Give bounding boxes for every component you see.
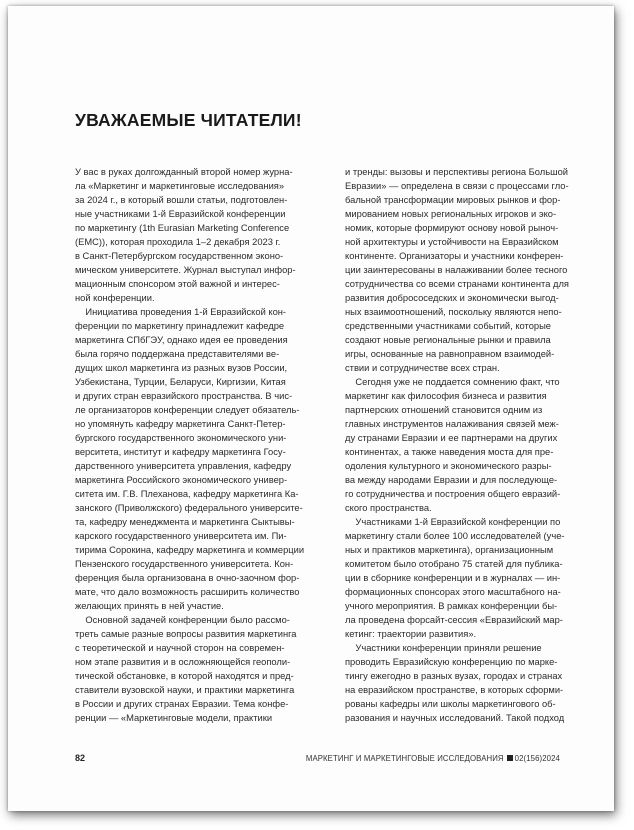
- text-line: маркетинга Российского экономического универ-: [75, 475, 288, 485]
- text-line: разования и научных исследований. Такой подход: [345, 713, 565, 723]
- text-line: кетинг: траектории развития».: [345, 629, 477, 639]
- text-line: и других стран евразийского пространства. В чис-: [75, 391, 293, 401]
- text-line: ном этапе развития и в осложняющейся геополи-: [75, 657, 291, 667]
- text-line: ных взаимоотношений, поскольку являются непо-: [345, 307, 562, 317]
- text-line: ского пространства.: [345, 503, 432, 513]
- magazine-page: [8, 6, 614, 811]
- article-column-right: [345, 165, 584, 725]
- text-line: сотрудничества со всеми странами континента для: [345, 279, 569, 289]
- text-line: Участники конференции приняли решение: [345, 643, 542, 653]
- text-line: партнерских отношений становится одним из: [345, 405, 543, 415]
- text-line: ла «Маркетинг и маркетинговые исследования»: [75, 181, 285, 191]
- text-line: Евразии» — определена в связи с процессами гло-: [345, 181, 569, 191]
- text-line: Основной задачей конференции было рассмо-: [75, 615, 290, 625]
- text-line: маркетинга СПбГЭУ, однако идея ее проведения: [75, 335, 288, 345]
- text-line: треть самые разные вопросы развития маркетинга: [75, 629, 297, 639]
- text-line: ных и практиков маркетинга), организационным: [345, 545, 554, 555]
- text-line: номик, которые формируют основу новой рыноч-: [345, 223, 559, 233]
- text-line: формационных спонсорах этого масштабного на-: [345, 587, 561, 597]
- text-line: желающих принять в ней участие.: [75, 601, 224, 611]
- text-line: в России и других странах Евразии. Тема конфе-: [75, 699, 289, 709]
- text-line: ференция была организована в очно-заочном фор-: [75, 573, 300, 583]
- text-line: одоления культурного и экономического разры-: [345, 461, 552, 471]
- square-bullet-icon: [507, 755, 513, 761]
- text-line: бургского государственного экономического уни-: [75, 433, 287, 443]
- text-line: средственными участниками событий, которые: [345, 321, 552, 331]
- text-line: была горячо поддержана представителями ве-: [75, 349, 280, 359]
- text-line: ду странами Евразии и ее партнерами на других: [345, 433, 558, 443]
- text-line: учного мероприятия. В рамках конференции бы-: [345, 601, 558, 611]
- text-line: континентах, а также наведения моста для пре-: [345, 447, 554, 457]
- text-line: ции в сборнике конференции и в журналах — ин-: [345, 573, 561, 583]
- text-line: но упомянуть кафедру маркетинга Санкт-Петер-: [75, 419, 286, 429]
- text-line: тической обстановке, в которой находятся и пред-: [75, 671, 294, 681]
- text-line: Инициатива проведения 1-й Евразийской кон-: [75, 307, 287, 317]
- text-line: карского государственного университета им. Пи-: [75, 531, 287, 541]
- text-line: ва между народами Евразии и для последующе-: [345, 475, 558, 485]
- text-line: ной конференции.: [75, 293, 155, 303]
- text-line: ные участниками 1-й Евразийской конференции: [75, 209, 286, 219]
- text-line: ции заинтересованы в налаживании более тесного: [345, 265, 568, 275]
- text-line: развития добрососедских и экономически выгод-: [345, 293, 559, 303]
- text-line: маркетингу стали более 100 исследователей (уче-: [345, 531, 565, 541]
- text-line: игры, основанные на равноправном взаимодей-: [345, 349, 555, 359]
- text-line: континенте. Организаторы и участники конферен-: [345, 251, 564, 261]
- text-line: ле организаторов конференции следует обязатель-: [75, 405, 300, 415]
- text-line: та, кафедру менеджмента и маркетинга Сыктывы-: [75, 517, 295, 527]
- text-line: ференции по маркетингу принадлежит кафедре: [75, 321, 285, 331]
- journal-issue: 02(156)2024: [514, 754, 560, 763]
- text-line: маркетинг как философия бизнеса и развития: [345, 391, 547, 401]
- text-line: ствии и сотрудничестве всех стран.: [345, 363, 500, 373]
- text-line: Пензенского государственного университета. Кон-: [75, 559, 294, 569]
- text-line: по маркетингу (1th Eurasian Marketing Conference: [75, 223, 290, 233]
- page-number: 82: [75, 753, 86, 763]
- text-line: комитетом было отобрано 75 статей для публика-: [345, 559, 563, 569]
- journal-name: МАРКЕТИНГ И МАРКЕТИНГОВЫЕ ИССЛЕДОВАНИЯ: [305, 754, 504, 763]
- text-line: ставители вузовской науки, и практики маркетинга: [75, 685, 295, 695]
- text-line: Участниками 1-й Евразийской конференции по: [345, 517, 561, 527]
- text-line: ла проведена форсайт-сессия «Евразийский мар-: [345, 615, 563, 625]
- text-line: мате, что дало возможность расширить количество: [75, 587, 300, 597]
- text-line: ситета им. Г.В. Плеханова, кафедру маркетинга Ка-: [75, 489, 299, 499]
- text-line: дущих школ маркетинга из разных вузов России,: [75, 363, 288, 373]
- page-title: УВАЖАЕМЫЕ ЧИТАТЕЛИ!: [75, 110, 302, 130]
- text-line: ренции — «Маркетинговые модели, практики: [75, 713, 273, 723]
- text-line: на евразийском пространстве, в которых сформи-: [345, 685, 564, 695]
- journal-footer: [306, 754, 560, 763]
- text-line: дарственного университета управления, кафедру: [75, 461, 292, 471]
- text-line: за 2024 г., в который вошли статьи, подготовлен-: [75, 195, 288, 205]
- text-line: главных инструментов налаживания связей меж-: [345, 419, 559, 429]
- text-line: мированием новых региональных игроков и эко-: [345, 209, 557, 219]
- text-line: и тренды: вызовы и перспективы региона Большой: [345, 167, 569, 177]
- text-line: верситета, институт и кафедру маркетинга Госу-: [75, 447, 286, 457]
- text-line: Узбекистана, Турции, Беларуси, Киргизии, Китая: [75, 377, 286, 387]
- text-line: с теоретической и научной сторон на современ-: [75, 643, 285, 653]
- text-line: Сегодня уже не поддается сомнению факт, что: [345, 377, 560, 387]
- text-line: в Санкт-Петербургском государственном эконо-: [75, 251, 284, 261]
- article-column-left: [75, 165, 314, 725]
- text-line: бальной трансформации мировых рынков и фор-: [345, 195, 561, 205]
- text-line: мическом университете. Журнал выступал инфор-: [75, 265, 296, 275]
- text-line: занского (Приволжского) федерального университе-: [75, 503, 303, 513]
- text-line: (EMC)), которая проходила 1–2 декабря 2023 г.: [75, 237, 281, 247]
- text-line: ной архитектуры и устойчивости на Евразийском: [345, 237, 559, 247]
- text-line: тирима Сорокина, кафедру маркетинга и коммерции: [75, 545, 305, 555]
- text-line: тингу ежегодно в разных вузах, городах и странах: [345, 671, 563, 681]
- text-line: мационным спонсором этой важной и интерес-: [75, 279, 280, 289]
- text-line: го сотрудничества и построения общего евразий-: [345, 489, 561, 499]
- text-line: создают новые региональные рынки и правила: [345, 335, 551, 345]
- text-line: рованы кафедры или школы маркетингового об-: [345, 699, 556, 709]
- text-line: проводить Евразийскую конференцию по марке-: [345, 657, 558, 667]
- text-line: У вас в руках долгожданный второй номер журна-: [75, 167, 293, 177]
